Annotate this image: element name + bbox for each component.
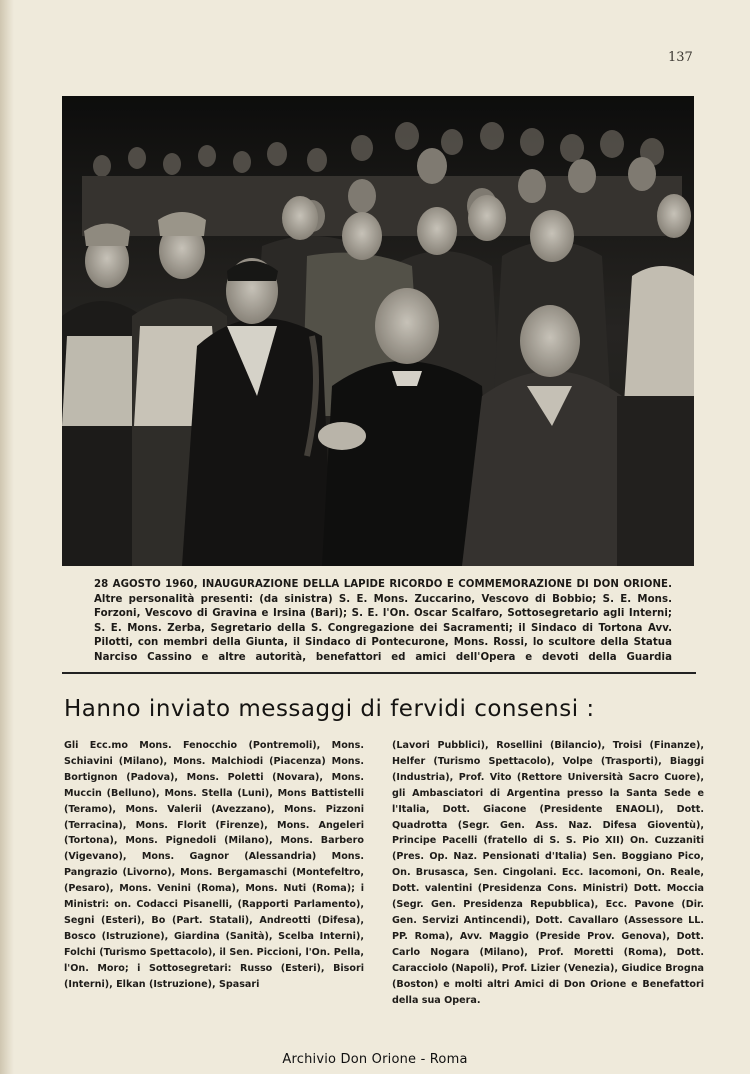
photo-caption — [94, 578, 672, 665]
page-binding-shadow — [0, 0, 14, 1074]
section-heading: Hanno inviato messaggi di fervidi consensi : — [64, 696, 595, 722]
caption-title: 28 AGOSTO 1960, INAUGURAZIONE DELLA LAPIDE RICORDO E COMMEMORAZIONE DI DON ORIONE. — [94, 579, 672, 590]
message-list-column-left: Gli Ecc.mo Mons. Fenocchio (Pontremoli), Mons. Schiavini (Milano), Mons. Malchiodi (Piacenza) Mons. Bortignon (Padova), Mons. Poletti (Novara), Mons. Muccin (Belluno), Mons. Stella (Luni), Mons Battistelli (Teramo), Mons. Valerii (Avezzano), Mons. Pizzoni (Terracina), Mons. Florit (Firenze), Mons. Angeleri (Tortona), Mons. Pignedoli (Milano), Mons. Barbero (Vigevano), Mons. Gagnor (Alessandria) Mons. Pangrazio (Livorno), Mons. Bergamaschi (Montefeltro, (Pesaro), Mons. Venini (Roma), Mons. Nuti (Roma); i Ministri: on. Codacci Pisanelli, (Rapporti Parlamento), Segni (Esteri), Bo (Part. Statali), Andreotti (Difesa), Bosco (Istruzione), Giardina (Sanità), Scelba Interni), Folchi (Turismo Spettacolo), il Sen. Piccioni, l'On. Pella, l'On. Moro; i Sottosegretari: Russo (Esteri), Bisori (Interni), Elkan (Istruzione), Spasari — [64, 740, 364, 990]
archive-footer: Archivio Don Orione - Roma — [282, 1052, 468, 1067]
caption-body: Altre personalità presenti: (da sinistra) S. E. Mons. Zuccarino, Vescovo di Bobbio; S. E. Mons. Forzoni, Vescovo di Gravina e Irsina (Bari); S. E. l'On. Oscar Scalfaro, Sottosegretario agli Interni; S. E. Mons. Zerba, Segretario della S. Congregazione dei Sacramenti; il Sindaco di Tortona Avv. Pilotti, con membri della Giunta, il Sindaco di Pontecurone, Mons. Rossi, lo scultore della Statua Narciso Cassino e altre autorità, benefattori ed amici dell'Opera e devoti della Guardia — [94, 593, 672, 663]
section-divider — [62, 672, 696, 674]
page-number: 137 — [668, 50, 693, 65]
ceremony-photograph — [62, 96, 694, 566]
ceremony-photograph-drawing — [62, 96, 694, 566]
message-list-column-right: (Lavori Pubblici), Rosellini (Bilancio), Troisi (Finanze), Helfer (Turismo Spettacolo), Volpe (Trasporti), Biaggi (Industria), Prof. Vito (Rettore Università Sacro Cuore), gli Ambasciatori di Argentina presso la Santa Sede e l'Italia, Dott. Giacone (Presidente ENAOLI), Dott. Quadrotta (Segr. Gen. Ass. Naz. Difesa Gioventù), Principe Pacelli (fratello di S. S. Pio XII) On. Cuzzaniti (Pres. Op. Naz. Pensionati d'Italia) Sen. Boggiano Pico, On. Brusasca, Sen. Cingolani. Ecc. Iacomoni, On. Reale, Dott. valentini (Presidenza Cons. Ministri) Dott. Moccia (Segr. Gen. Presidenza Repubblica), Ecc. Pavone (Dir. Gen. Servizi Antincendi), Dott. Cavallaro (Assessore LL. PP. Roma), Avv. Maggio (Preside Prov. Genova), Dott. Carlo Nogara (Milano), Prof. Moretti (Roma), Dott. Caracciolo (Napoli), Prof. Lizier (Venezia), Giudice Brogna (Boston) e molti altri Amici di Don Orione e Benefattori della sua Opera. — [392, 740, 704, 1006]
